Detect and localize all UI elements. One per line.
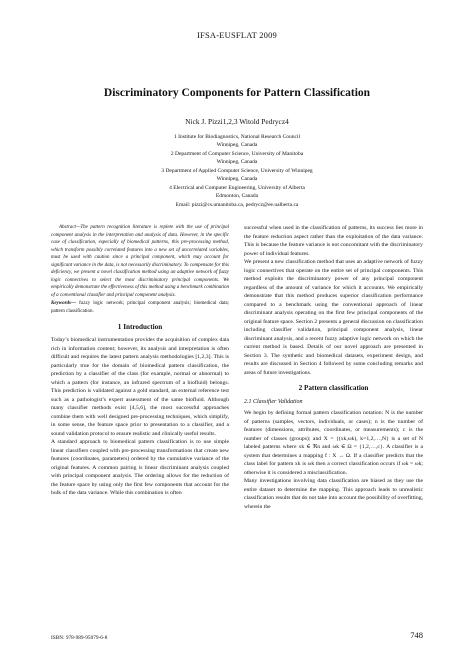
email-line: Email: pizzi@cs.umanitoba.ca, pedrycz@ee.ualberta.ca bbox=[175, 201, 299, 208]
affiliation-line: 1 Institute for Biodiagnostics, National Research Council bbox=[173, 134, 301, 140]
section-heading-introduction: 1 Introduction bbox=[117, 322, 163, 331]
affiliation-line: 2 Department of Computer Science, University of Manitoba bbox=[170, 150, 304, 157]
affiliation-line: Edmonton, Canada bbox=[215, 193, 259, 200]
conference-header: IFSA-EUSFLAT 2009 bbox=[197, 30, 277, 40]
keywords-label: Keywords— bbox=[51, 301, 76, 307]
intro-paragraph-1: Today’s biomedical instrumentation provides the acquisition of complex data rich in information content; however, its analysis and interpretation is often difficult and requires the latest pattern analysis methodologies [1,2,3]. This is particularly true for the domain of biomedical pattern classification, the prediction by a classifier of the class (for example, normal or abnormal) to which a pattern (for instance, an infrared spectrum of a biofluid) belongs. This prediction is validated against a gold standard, an external reference test such as a pathologist’s expert assessment of the same biofluid. Although many classifier methods exist [4,5,6], the most successful approaches combine them with well designed pre-processing techniques, which simplify, in some sense, the feature space prior to presentation to a classifier, and a sound validation protocol to ensure realistic and clinically useful results. bbox=[51, 337, 229, 437]
affiliation-line: Winnipeg, Canada bbox=[216, 159, 258, 166]
right-paragraph-3: We begin by defining formal pattern classification notation: N is the number of patterns (samples, vectors, individuals, or cases); n is the number of features (dimensions, attributes, coordinates, or measurements); c is the number of classes (groups); and X = {(xk,ωk), k=1,2,…,N} is a set of N labeled patterns where xk ∈ ℜn and ωk ∈ Ω = {1,2,…,c}. A classifier is a system that determines a mapping f : X → Ω. If a classifier predicts that the class label for pattern xk is ωk then a correct classification occurs if ωk = ωk; otherwise it is considered a misclassification. bbox=[244, 410, 423, 476]
page-number: 748 bbox=[410, 630, 423, 640]
affiliation-block bbox=[0, 133, 474, 209]
affiliation-line: Winnipeg, Canada bbox=[216, 142, 258, 149]
intro-paragraph-2: A standard approach to biomedical pattern classification is to use simple linear classifiers coupled with pre-processing transformations that create new features (coordinates, parameters) ordered by the cumulative variance of the original features. A common pairing is linear discriminant analysis coupled with principal component analysis. The ordering allows for the reduction of the feature space by using only the first few components that account for the bulk of the data variance. While this combination is often bbox=[51, 439, 229, 497]
affiliation-line: Winnipeg, Canada bbox=[216, 176, 258, 183]
right-paragraph-4: Many investigations involving data classification are biased as they use the entire dataset to determine the mapping. This approach leads to unrealistic classification results that do not take into account the possibility of overfitting, wherein the bbox=[244, 478, 423, 510]
affiliation-line: 3 Department of Applied Computer Science, University of Winnipeg bbox=[161, 167, 313, 174]
right-paragraph-1: successful when used in the classification of patterns, its success lies more in the feature reduction aspect rather than the exploitation of the data variance. This is because the feature variance is not concomitant with the discriminatory power of individual features. bbox=[244, 225, 423, 257]
keywords bbox=[51, 300, 229, 315]
subsection-heading-classifier-validation: 2.1 Classifier Validation bbox=[244, 398, 303, 405]
abstract-text: Abstract—The pattern recognition literature is replete with the use of principal component analysis in the interpretation and analysis of data. However, in the specific case of classification, especially of biomedical patterns, this pre-processing method, which transform possibly correlated features into a new set of uncorrelated variables, must be used with caution since a principal component, which may account for significant variance in the data, is not necessarily discriminatory. To compensate for this deficiency, we present a novel classification method using an adaptive network of fuzzy logic connectives to select the most discriminatory principal components. We empirically demonstrate the effectiveness of this method using a benchmark combination of a conventional classifier and principal component analysis. bbox=[51, 225, 229, 298]
right-paragraph-2: We present a new classification method that uses an adaptive network of fuzzy logic connectives that operate on the entire set of principal components. This method exploits the discriminatory power of any principal component regardless of the amount of variance for which it accounts. We empirically demonstrate that this method produces superior classification performance compared to a benchmark using the conventional approach of linear discriminant analysis operating on the first few principal components of the original feature space. Section 2 presents a general discussion on classification including classifier validation, principal component analysis, linear discriminant analysis, and a recent fuzzy adaptive logic network on which the current method is based. Details of our novel approach are presented in Section 3. The synthetic and biomedical datasets, experiment design, and results are discussed in Section 4 followed by some concluding remarks and areas of future investigations. bbox=[244, 259, 423, 376]
section-heading-pattern-classification: 2 Pattern classification bbox=[298, 384, 369, 392]
left-column bbox=[51, 224, 229, 498]
isbn-footer: ISBN: 978-989-95079-6-8 bbox=[51, 635, 108, 641]
affiliation-line: 4 Electrical and Computer Engineering, University of Alberta bbox=[169, 184, 305, 191]
keywords-text: fuzzy logic network; principal component analysis; biomedical data; pattern classification. bbox=[51, 301, 229, 315]
right-column bbox=[244, 224, 423, 511]
paper-title: Discriminatory Components for Pattern Classification bbox=[103, 87, 371, 99]
author-list: Nick J. Pizzi1,2,3 Witold Pedrycz4 bbox=[185, 117, 289, 126]
